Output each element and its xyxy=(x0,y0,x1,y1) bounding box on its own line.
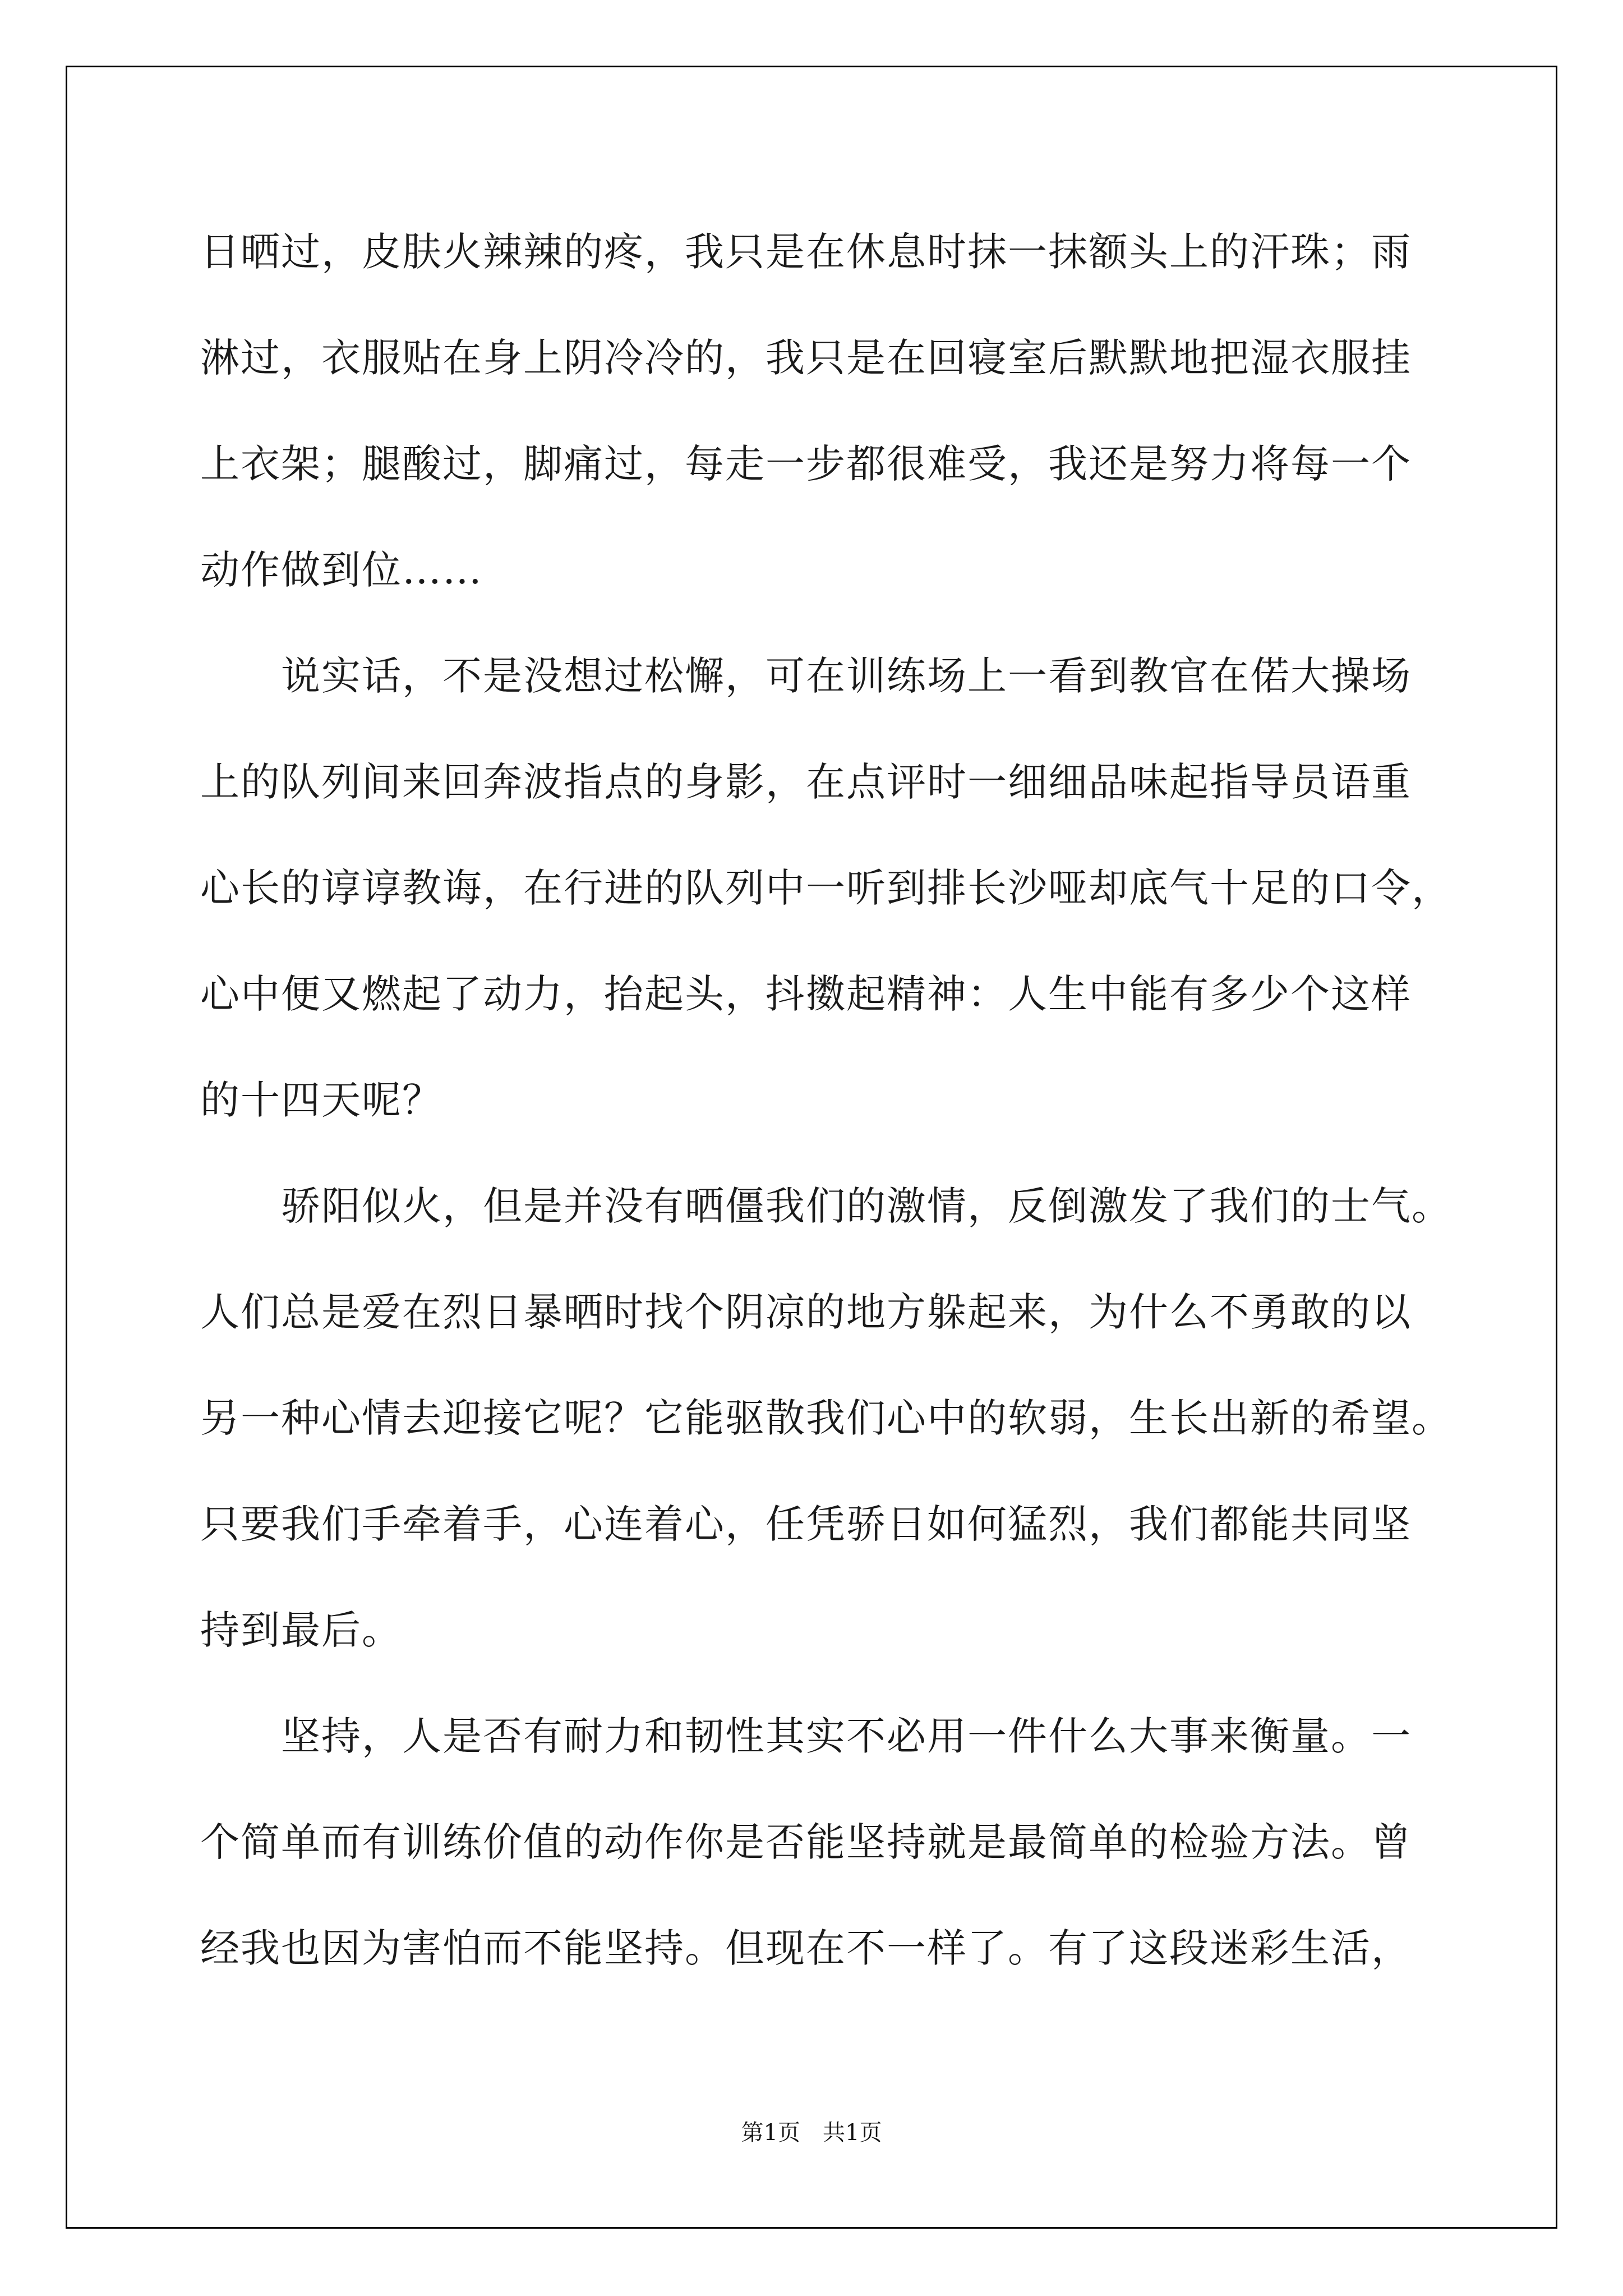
text-line: 的十四天呢？ xyxy=(200,1077,442,1123)
text-line: 日晒过，皮肤火辣辣的疼，我只是在休息时抹一抹额头上的汗珠；雨 xyxy=(200,229,1412,275)
text-line: 个简单而有训练价值的动作你是否能坚持就是最简单的检验方法。曾 xyxy=(200,1819,1412,1865)
text-line: 人们总是爱在烈日暴晒时找个阴凉的地方躲起来，为什么不勇敢的以 xyxy=(200,1289,1412,1335)
paragraph-1 xyxy=(200,199,1428,623)
text-line: 上衣架；腿酸过，脚痛过，每走一步都很难受，我还是努力将每一个 xyxy=(200,441,1412,487)
text-line: 心长的谆谆教诲，在行进的队列中一听到排长沙哑却底气十足的口令， xyxy=(200,865,1452,911)
text-line: 坚持，人是否有耐力和韧性其实不必用一件什么大事来衡量。一 xyxy=(200,1713,1412,1759)
page-number-footer: 第1页 共1页 xyxy=(741,2120,882,2146)
text-line: 骄阳似火，但是并没有晒僵我们的激情，反倒激发了我们的士气。 xyxy=(200,1183,1452,1229)
text-line: 只要我们手牵着手，心连着心，任凭骄日如何猛烈，我们都能共同坚 xyxy=(200,1501,1412,1547)
paragraph-3 xyxy=(200,1153,1452,1683)
document-body xyxy=(200,199,1452,2001)
paragraph-4 xyxy=(200,1683,1428,2001)
paragraph-2 xyxy=(200,623,1452,1153)
text-line: 心中便又燃起了动力，抬起头，抖擞起精神：人生中能有多少个这样 xyxy=(200,971,1412,1017)
text-line: 持到最后。 xyxy=(200,1607,402,1653)
text-line: 动作做到位…… xyxy=(200,547,483,593)
text-line: 说实话，不是没想过松懈，可在训练场上一看到教官在偌大操场 xyxy=(200,653,1412,699)
text-line: 另一种心情去迎接它呢？它能驱散我们心中的软弱，生长出新的希望。 xyxy=(200,1395,1452,1441)
text-line: 经我也因为害怕而不能坚持。但现在不一样了。有了这段迷彩生活， xyxy=(200,1925,1412,1971)
text-line: 上的队列间来回奔波指点的身影，在点评时一细细品味起指导员语重 xyxy=(200,759,1412,805)
text-line: 淋过，衣服贴在身上阴冷冷的，我只是在回寝室后默默地把湿衣服挂 xyxy=(200,335,1412,381)
